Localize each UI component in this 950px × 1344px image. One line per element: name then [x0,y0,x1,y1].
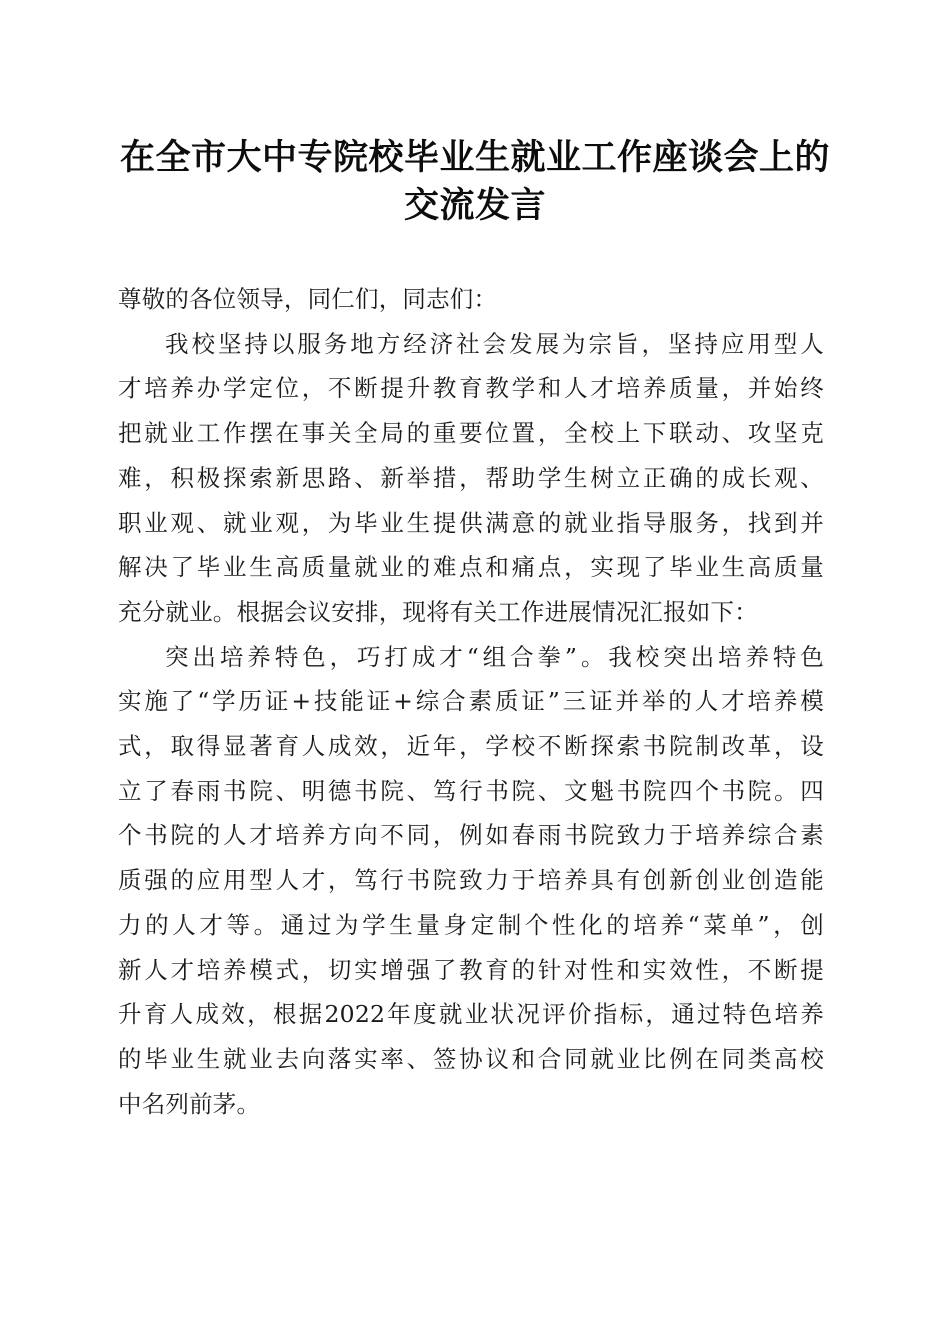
paragraph-line: 实施了“学历证+技能证+综合素质证”三证并举的人才培养模 [118,687,824,716]
paragraph-line: 式，取得显著育人成效，近年，学校不断探索书院制改革，设 [118,732,824,761]
title-line-1: 在全市大中专院校毕业生就业工作座谈会上的 [119,137,830,178]
paragraph-line: 立了春雨书院、明德书院、笃行书院、文魁书院四个书院。四 [118,776,824,805]
paragraph-line: 的毕业生就业去向落实率、签协议和合同就业比例在同类高校 [118,1044,824,1073]
document-body [118,277,824,1126]
paragraph-line: 个书院的人才培养方向不同，例如春雨书院致力于培养综合素 [118,821,824,850]
paragraph-line: 新人才培养模式，切实增强了教育的针对性和实效性，不断提 [118,955,824,984]
paragraph-line: 升育人成效，根据2022年度就业状况评价指标，通过特色培养 [118,1000,824,1029]
document-title [110,134,840,230]
paragraph-line: 把就业工作摆在事关全局的重要位置，全校上下联动、攻坚克 [118,419,824,448]
paragraph-line: 力的人才等。通过为学生量身定制个性化的培养“菜单”，创 [118,910,824,939]
salutation: 尊敬的各位领导，同仁们，同志们： [118,285,498,313]
paragraph-line: 我校坚持以服务地方经济社会发展为宗旨，坚持应用型人 [165,329,824,358]
paragraph-line: 难，积极探索新思路、新举措，帮助学生树立正确的成长观、 [118,463,824,492]
paragraph-line: 解决了毕业生高质量就业的难点和痛点，实现了毕业生高质量 [118,553,824,582]
paragraph-line: 充分就业。根据会议安排，现将有关工作进展情况汇报如下： [118,597,758,626]
paragraph-line: 才培养办学定位，不断提升教育教学和人才培养质量，并始终 [118,374,824,403]
title-line-2: 交流发言 [403,185,546,226]
paragraph-line: 职业观、就业观，为毕业生提供满意的就业指导服务，找到并 [118,508,824,537]
paragraph-1 [118,322,824,635]
paragraph-line: 质强的应用型人才，笃行书院致力于培养具有创新创业创造能 [118,866,824,895]
paragraph-line: 中名列前茅。 [118,1089,261,1118]
paragraph-2 [118,635,824,1127]
paragraph-line: 突出培养特色，巧打成才“组合拳”。我校突出培养特色 [165,642,824,671]
